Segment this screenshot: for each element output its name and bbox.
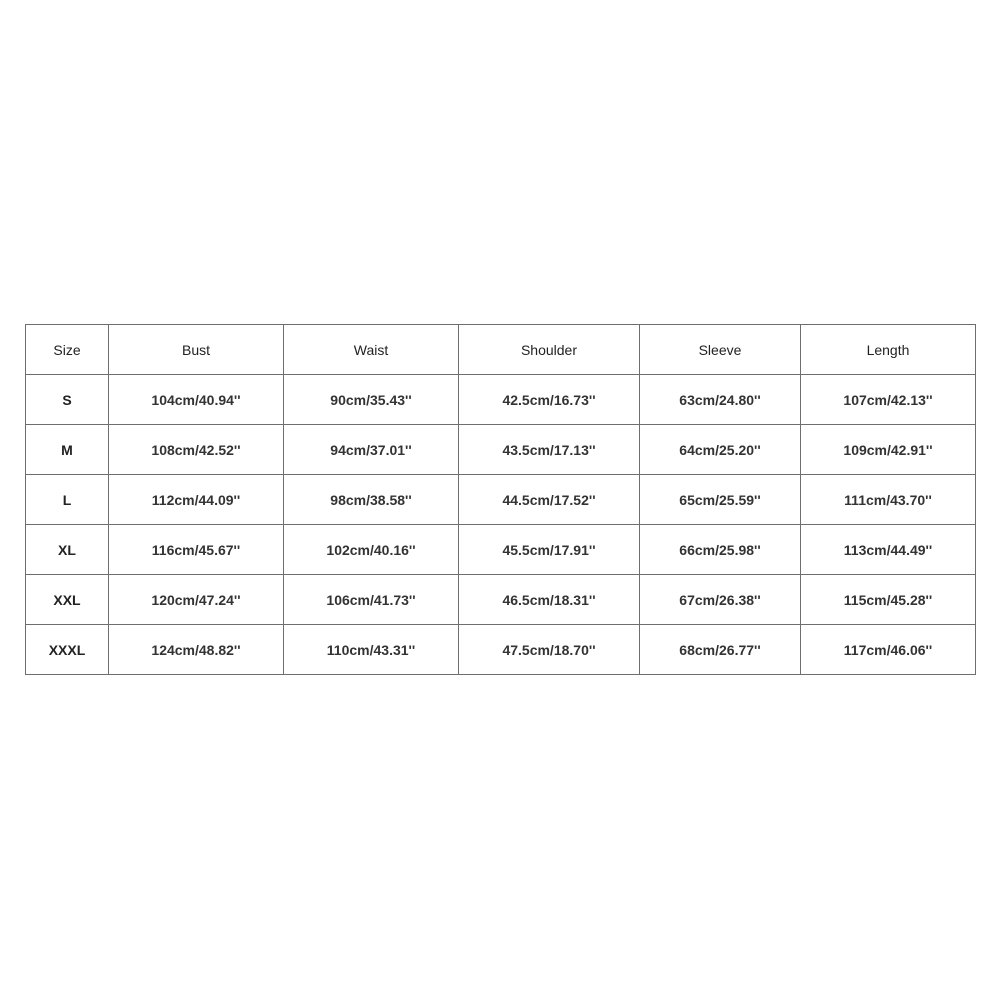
bust-cell: 104cm/40.94'' <box>109 375 284 425</box>
header-row <box>26 325 976 375</box>
header-waist: Waist <box>284 325 459 375</box>
size-cell: S <box>26 375 109 425</box>
shoulder-cell: 43.5cm/17.13'' <box>459 425 640 475</box>
header-length: Length <box>801 325 976 375</box>
shoulder-cell: 42.5cm/16.73'' <box>459 375 640 425</box>
bust-cell: 116cm/45.67'' <box>109 525 284 575</box>
header-sleeve: Sleeve <box>640 325 801 375</box>
header-bust: Bust <box>109 325 284 375</box>
table-row <box>26 425 976 475</box>
length-cell: 111cm/43.70'' <box>801 475 976 525</box>
size-cell: L <box>26 475 109 525</box>
sleeve-cell: 67cm/26.38'' <box>640 575 801 625</box>
table-row <box>26 375 976 425</box>
length-cell: 107cm/42.13'' <box>801 375 976 425</box>
bust-cell: 124cm/48.82'' <box>109 625 284 675</box>
waist-cell: 94cm/37.01'' <box>284 425 459 475</box>
waist-cell: 90cm/35.43'' <box>284 375 459 425</box>
waist-cell: 98cm/38.58'' <box>284 475 459 525</box>
table-row <box>26 475 976 525</box>
bust-cell: 120cm/47.24'' <box>109 575 284 625</box>
sleeve-cell: 68cm/26.77'' <box>640 625 801 675</box>
header-shoulder: Shoulder <box>459 325 640 375</box>
size-cell: M <box>26 425 109 475</box>
table-row <box>26 575 976 625</box>
length-cell: 109cm/42.91'' <box>801 425 976 475</box>
bust-cell: 108cm/42.52'' <box>109 425 284 475</box>
waist-cell: 110cm/43.31'' <box>284 625 459 675</box>
table-row <box>26 625 976 675</box>
size-chart-table <box>25 324 976 675</box>
length-cell: 115cm/45.28'' <box>801 575 976 625</box>
size-cell: XXXL <box>26 625 109 675</box>
size-cell: XXL <box>26 575 109 625</box>
header-size: Size <box>26 325 109 375</box>
sleeve-cell: 65cm/25.59'' <box>640 475 801 525</box>
shoulder-cell: 46.5cm/18.31'' <box>459 575 640 625</box>
sleeve-cell: 64cm/25.20'' <box>640 425 801 475</box>
sleeve-cell: 66cm/25.98'' <box>640 525 801 575</box>
waist-cell: 106cm/41.73'' <box>284 575 459 625</box>
shoulder-cell: 44.5cm/17.52'' <box>459 475 640 525</box>
table-row <box>26 525 976 575</box>
shoulder-cell: 45.5cm/17.91'' <box>459 525 640 575</box>
length-cell: 117cm/46.06'' <box>801 625 976 675</box>
waist-cell: 102cm/40.16'' <box>284 525 459 575</box>
size-cell: XL <box>26 525 109 575</box>
shoulder-cell: 47.5cm/18.70'' <box>459 625 640 675</box>
length-cell: 113cm/44.49'' <box>801 525 976 575</box>
sleeve-cell: 63cm/24.80'' <box>640 375 801 425</box>
bust-cell: 112cm/44.09'' <box>109 475 284 525</box>
